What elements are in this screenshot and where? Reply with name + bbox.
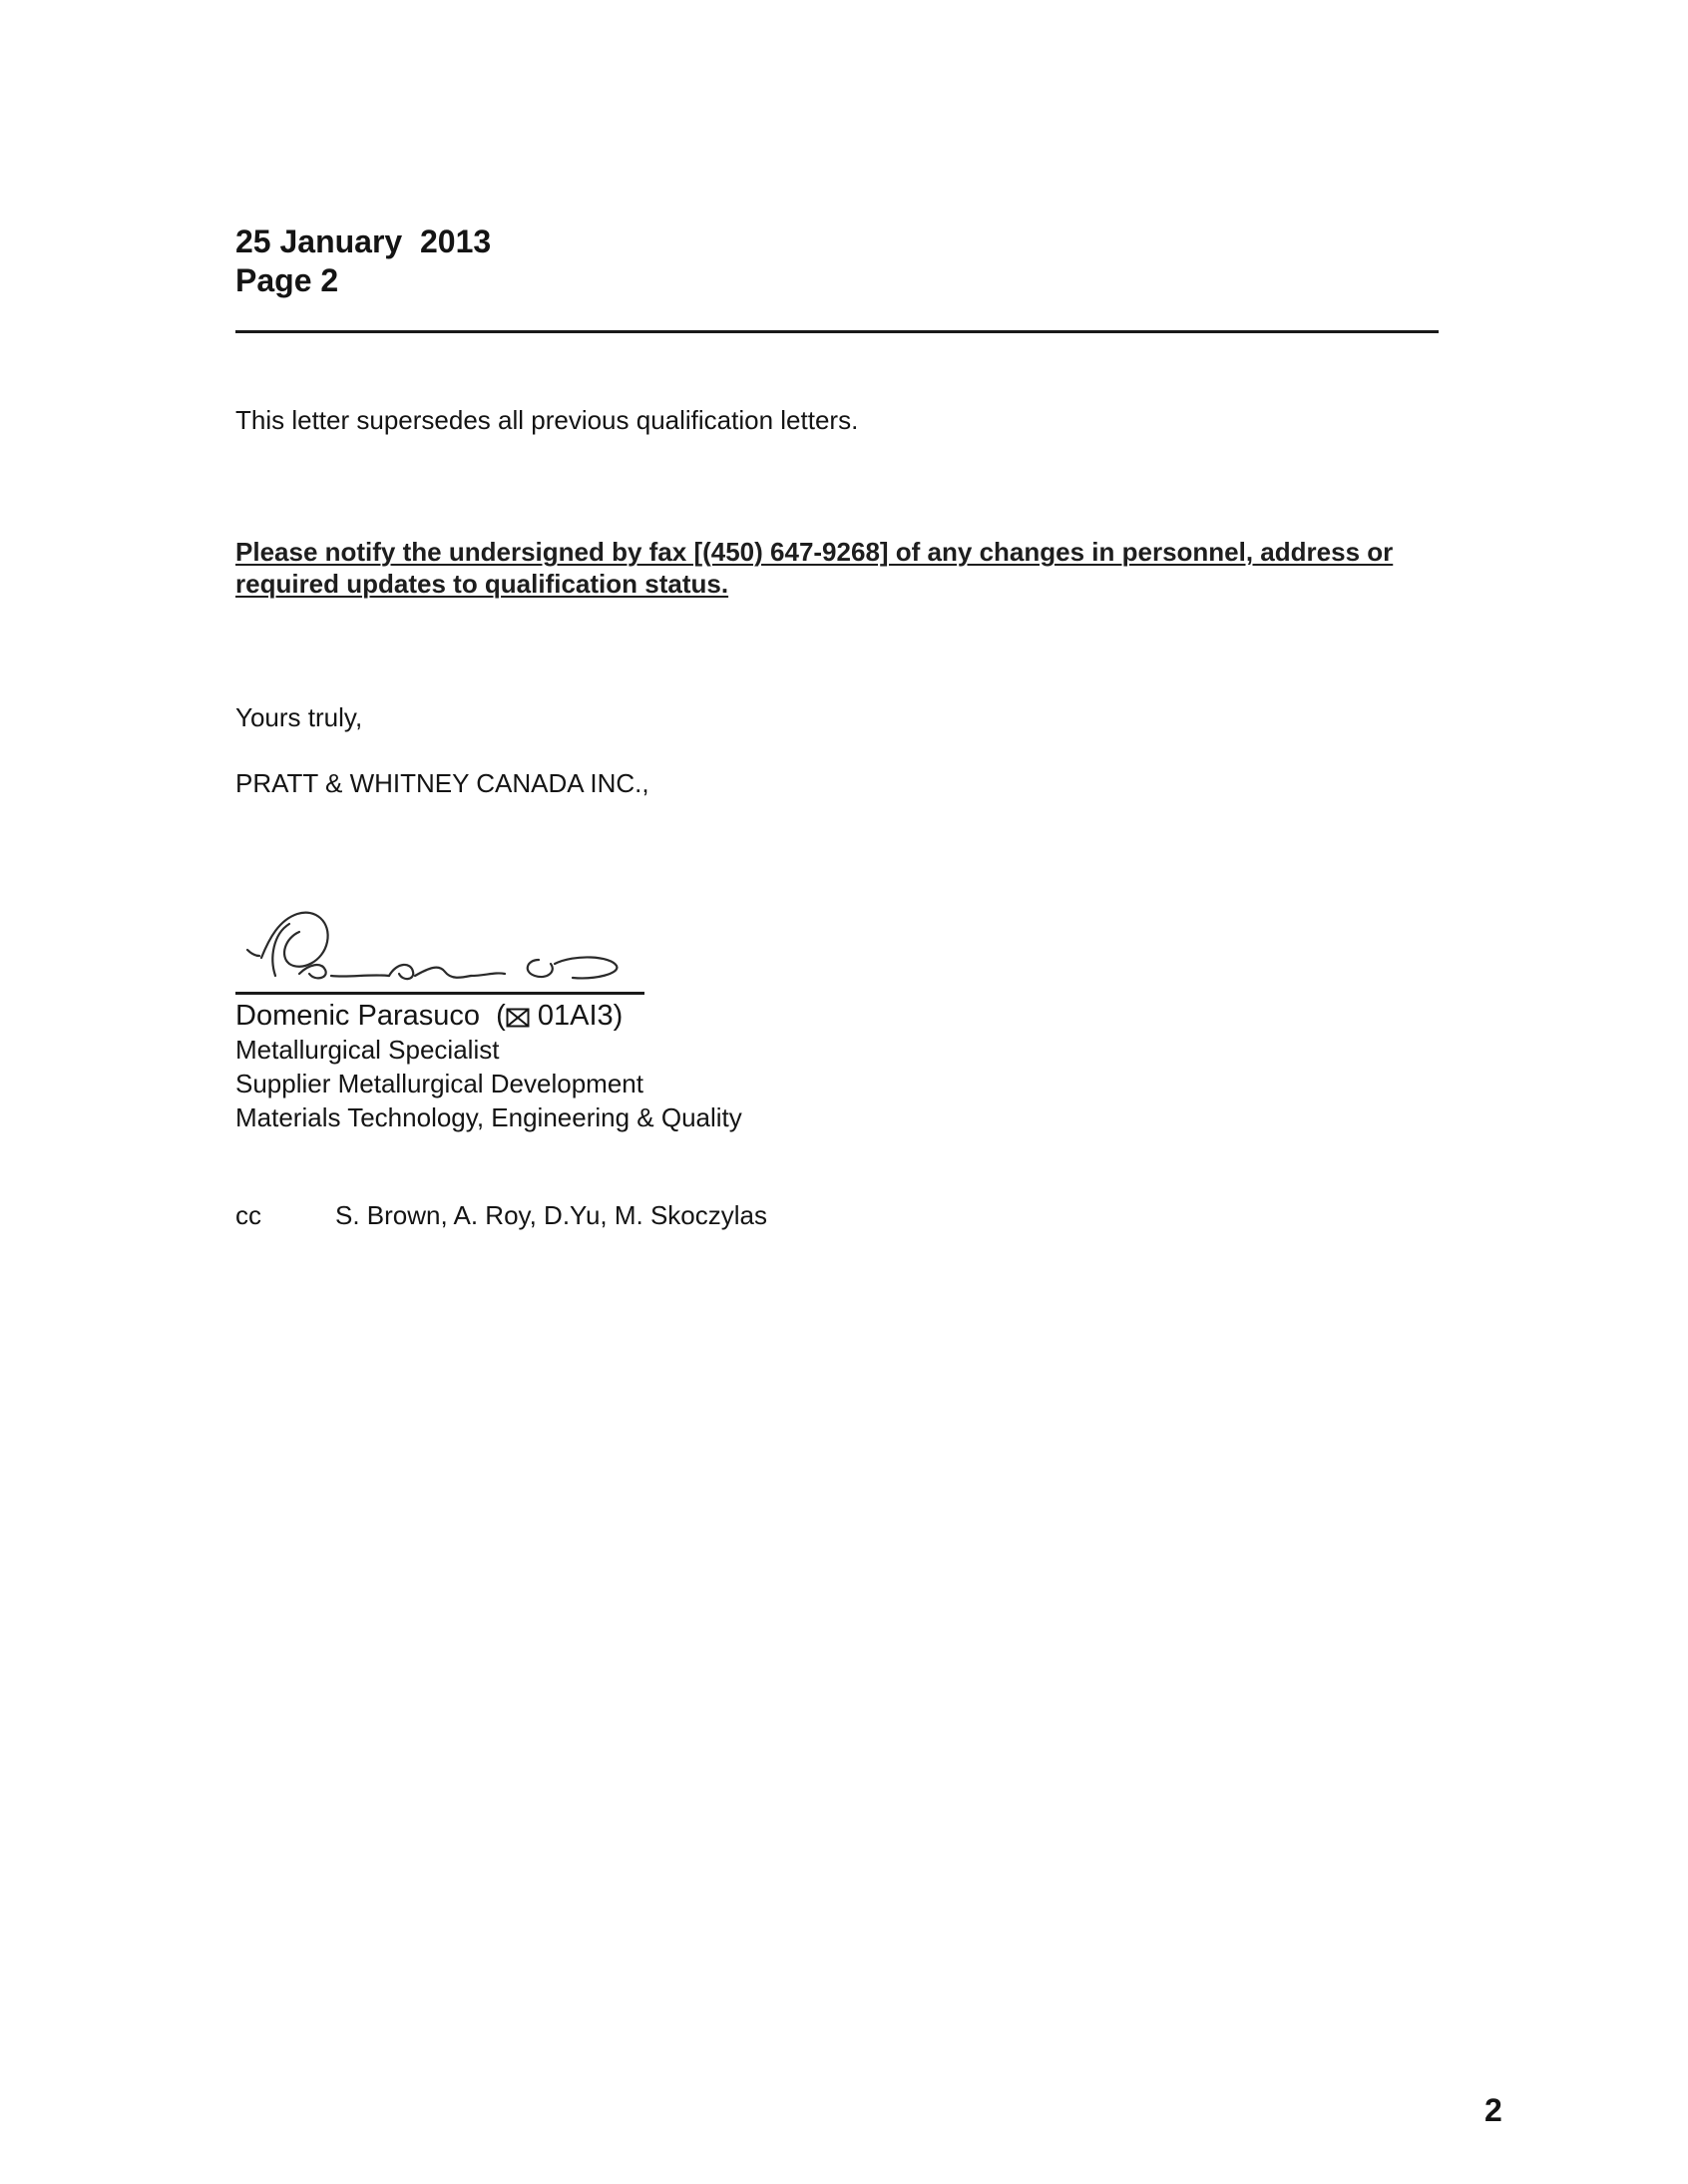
supersedes-paragraph: This letter supersedes all previous qualification letters. xyxy=(235,405,859,435)
company-name: PRATT & WHITNEY CANADA INC., xyxy=(235,768,649,798)
mail-stop: 01AI3) xyxy=(537,1000,624,1032)
fax-notice: Please notify the undersigned by fax [(450) 647-9268] of any changes in personnel, address or required updates to qualification status. xyxy=(235,537,1394,599)
signatory-name: Domenic Parasuco xyxy=(235,1000,480,1032)
cc-label: cc xyxy=(235,1200,261,1230)
page-number: 2 xyxy=(1484,2092,1502,2128)
signature-line xyxy=(235,992,644,995)
signatory-title: Metallurgical Specialist xyxy=(235,1035,500,1065)
signatory-department: Supplier Metallurgical Development xyxy=(235,1069,643,1098)
closing-salutation: Yours truly, xyxy=(235,702,363,732)
handwritten-signature xyxy=(239,898,658,990)
page-label: Page 2 xyxy=(235,262,339,298)
letter-date: 25 January 2013 xyxy=(235,223,492,259)
cc-recipients: S. Brown, A. Roy, D.Yu, M. Skoczylas xyxy=(335,1200,767,1230)
mail-stop-open: ( xyxy=(496,1000,506,1032)
signatory-name-line xyxy=(235,999,623,1033)
signatory-division: Materials Technology, Engineering & Quality xyxy=(235,1102,742,1132)
envelope-icon xyxy=(506,1008,530,1028)
header-divider xyxy=(235,330,1439,333)
